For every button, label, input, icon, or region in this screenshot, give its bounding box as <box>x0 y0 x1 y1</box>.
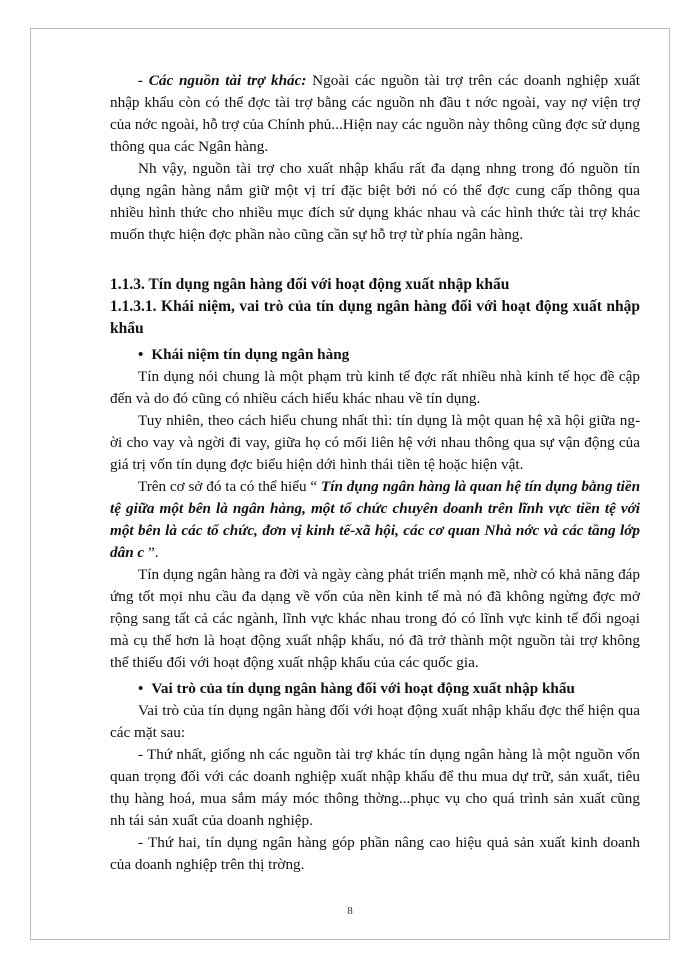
page-number: 8 <box>347 905 353 917</box>
page-content <box>110 70 640 876</box>
bullet-icon: • <box>138 680 144 697</box>
paragraph-funding-summary: Nh vậy, nguồn tài trợ cho xuất nhập khẩu rất đa dạng nhng trong đó nguồn tín dụng ngân hàng nắm giữ một vị trí đặc biệt bởi nó có thể đợc cung cấp thông qua nhiều hình thức cho nhiều mục đích sử dụng khác nhau và các hình thức tài trợ khác muốn thực hiện đợc phần nào cũng cần sự hỗ trợ từ phía ngân hàng. <box>110 160 640 243</box>
bullet-heading-role <box>110 678 640 700</box>
section-heading-1-1-3: 1.1.3. Tín dụng ngân hàng đối với hoạt động xuất nhập khẩu <box>110 276 510 293</box>
bank-credit-quote: Tín dụng ngân hàng là quan hệ tín dụng bằng tiền tệ giữa một bên là ngân hàng, một tổ chức chuyên doanh trên lĩnh vực tiền tệ với một bên là các tổ chức, đơn vị kinh tế-xã hội, các cơ quan Nhà nớc và các tầng lớp dân c <box>110 478 641 561</box>
section-heading-1-1-3-1: 1.1.3.1. Khái niệm, vai trò của tín dụng ngân hàng đối với hoạt động xuất nhập khẩu <box>110 298 640 337</box>
bullet-heading-role-text: Vai trò của tín dụng ngân hàng đối với hoạt động xuất nhập khẩu <box>151 680 575 697</box>
paragraph-credit-definition: Tuy nhiên, theo cách hiểu chung nhất thì: tín dụng là một quan hệ xã hội giữa ngời cho vay và ngời đi vay, giữa họ có mối liên hệ với nhau thông qua sự vận động của giá trị vốn tín dụng đợc biểu hiện dới hình thái tiền tệ hoặc hiện vật. <box>110 412 640 473</box>
paragraph-bank-credit-development: Tín dụng ngân hàng ra đời và ngày càng phát triển mạnh mẽ, nhờ có khả năng đáp ứng tốt mọi nhu cầu đa dạng về vốn của nền kinh tế mà nó đã không ngừng đợc mở rộng sang tất cả các ngành, lĩnh vực khác nhau trong đó có lĩnh vực kinh tế đối ngoại mà cụ thể hơn là hoạt động xuất nhập khẩu, nó đã trở thành một nguồn tài trợ không thể thiếu đối với hoạt động xuất nhập khẩu của các quốc gia. <box>110 566 640 671</box>
bank-credit-intro: Trên cơ sở đó ta có thể hiểu “ <box>138 478 321 495</box>
bullet-heading-concept-text: Khái niệm tín dụng ngân hàng <box>151 346 350 363</box>
paragraph-role-intro: Vai trò của tín dụng ngân hàng đối với hoạt động xuất nhập khẩu đợc thể hiện qua các mặt sau: <box>110 702 640 741</box>
other-funding-text: Ngoài các nguồn tài trợ trên các doanh nghiệp xuất nhập khẩu còn có thể đợc tài trợ bằng các nguồn nh đầu t nớc ngoài, vay nợ viện trợ của nớc ngoài, hỗ trợ của Chính phủ...Hiện nay các nguồn này thông cũng đợc sử dụng thông qua các Ngân hàng. <box>110 72 640 155</box>
paragraph-role-first: - Thứ nhất, giống nh các nguồn tài trợ khác tín dụng ngân hàng là một nguồn vốn quan trọng đối với các doanh nghiệp xuất nhập khẩu để thu mua dự trữ, sản xuất, tiêu thụ hàng hoá, mua sắm máy móc thông thờng...phục vụ cho quá trình sản xuất cũng nh tái sản xuất của doanh nghiệp. <box>110 746 640 829</box>
bullet-heading-concept <box>110 344 640 366</box>
other-funding-lead: - Các nguồn tài trợ khác: <box>138 72 307 89</box>
bank-credit-quote-end: ”. <box>144 544 159 561</box>
paragraph-other-funding <box>110 70 640 158</box>
bullet-icon: • <box>138 346 144 363</box>
paragraph-credit-general: Tín dụng nói chung là một phạm trù kinh tế đợc rất nhiều nhà kinh tế học đề cập đến và do đó cũng có nhiều cách hiểu khác nhau về tín dụng. <box>110 368 640 407</box>
paragraph-bank-credit-definition <box>110 476 640 564</box>
paragraph-role-second: - Thứ hai, tín dụng ngân hàng góp phần nâng cao hiệu quả sản xuất kinh doanh của doanh nghiệp trên thị trờng. <box>110 834 640 873</box>
